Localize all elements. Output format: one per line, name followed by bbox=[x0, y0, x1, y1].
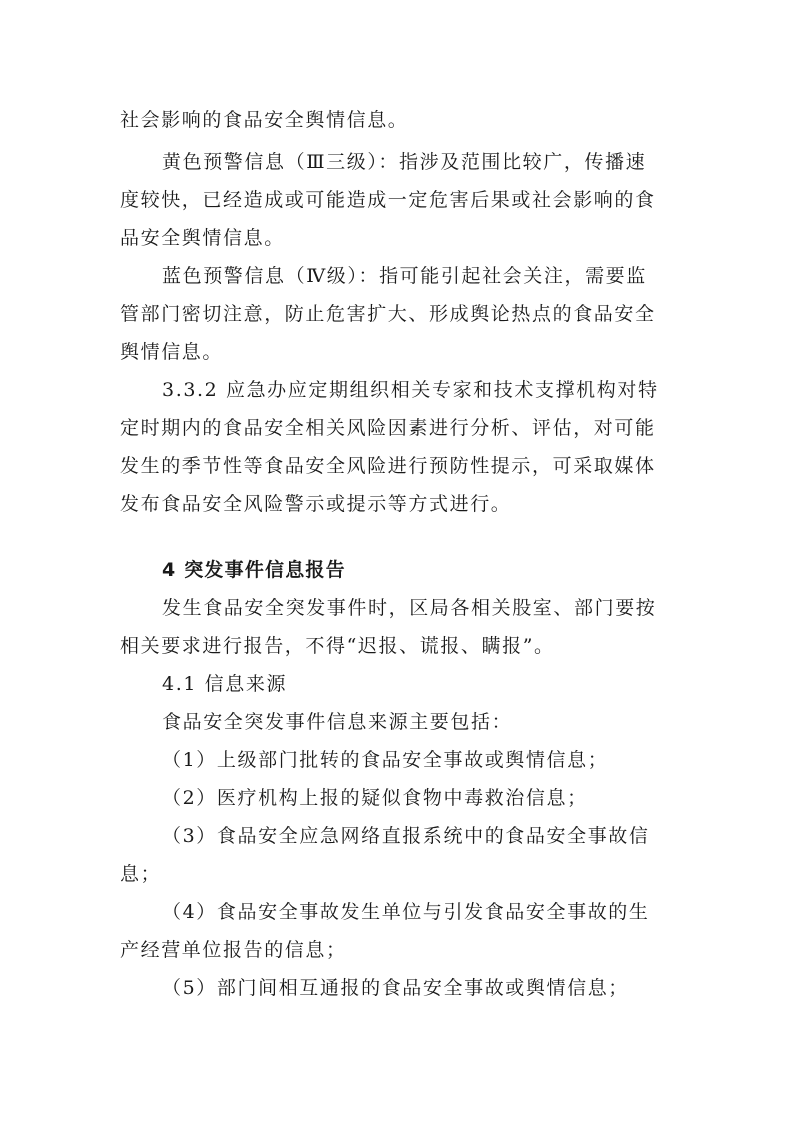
list-item-2: （2）医疗机构上报的疑似食物中毒救治信息； bbox=[162, 787, 588, 809]
list-item-4-continuation: 产经营单位报告的信息； bbox=[120, 939, 347, 961]
list-item-5: （5）部门间相互通报的食品安全事故或舆情信息； bbox=[162, 977, 629, 999]
list-item-1: （1）上级部门批转的食品安全事故或舆情信息； bbox=[162, 749, 609, 771]
list-item-4: （4）食品安全事故发生单位与引发食品安全事故的生 bbox=[162, 901, 650, 923]
body-text-line: 定时期内的食品安全相关风险因素进行分析、评估，对可能 bbox=[120, 417, 656, 439]
section-4-paragraph: 发生食品安全突发事件时，区局各相关股室、部门要按 bbox=[162, 597, 657, 619]
clause-3-3-2-paragraph: 3.3.2 应急办应定期组织相关专家和技术支撑机构对特 bbox=[162, 379, 659, 401]
body-text-line: 相关要求进行报告，不得“迟报、谎报、瞒报”。 bbox=[120, 635, 555, 657]
body-text-line: 发生的季节性等食品安全风险进行预防性提示，可采取媒体 bbox=[120, 455, 656, 477]
info-source-intro: 食品安全突发事件信息来源主要包括： bbox=[162, 711, 513, 733]
section-4-heading: 4 突发事件信息报告 bbox=[162, 559, 346, 581]
body-text-line: 管部门密切注意，防止危害扩大、形成舆论热点的食品安全 bbox=[120, 303, 656, 325]
blue-warning-paragraph: 蓝色预警信息（Ⅳ级）：指可能引起社会关注，需要监 bbox=[162, 265, 647, 287]
yellow-warning-paragraph: 黄色预警信息（Ⅲ三级）：指涉及范围比较广，传播速 bbox=[162, 151, 647, 173]
body-text-line: 发布食品安全风险警示或提示等方式进行。 bbox=[120, 493, 512, 515]
list-item-3: （3）食品安全应急网络直报系统中的食品安全事故信 bbox=[162, 825, 650, 847]
body-text-line: 社会影响的食品安全舆情信息。 bbox=[120, 109, 409, 131]
list-item-3-continuation: 息； bbox=[120, 863, 162, 885]
body-text-line: 品安全舆情信息。 bbox=[120, 227, 285, 249]
section-4-1-heading: 4.1 信息来源 bbox=[162, 673, 288, 695]
body-text-line: 舆情信息。 bbox=[120, 341, 224, 363]
body-text-line: 度较快，已经造成或可能造成一定危害后果或社会影响的食 bbox=[120, 189, 656, 211]
